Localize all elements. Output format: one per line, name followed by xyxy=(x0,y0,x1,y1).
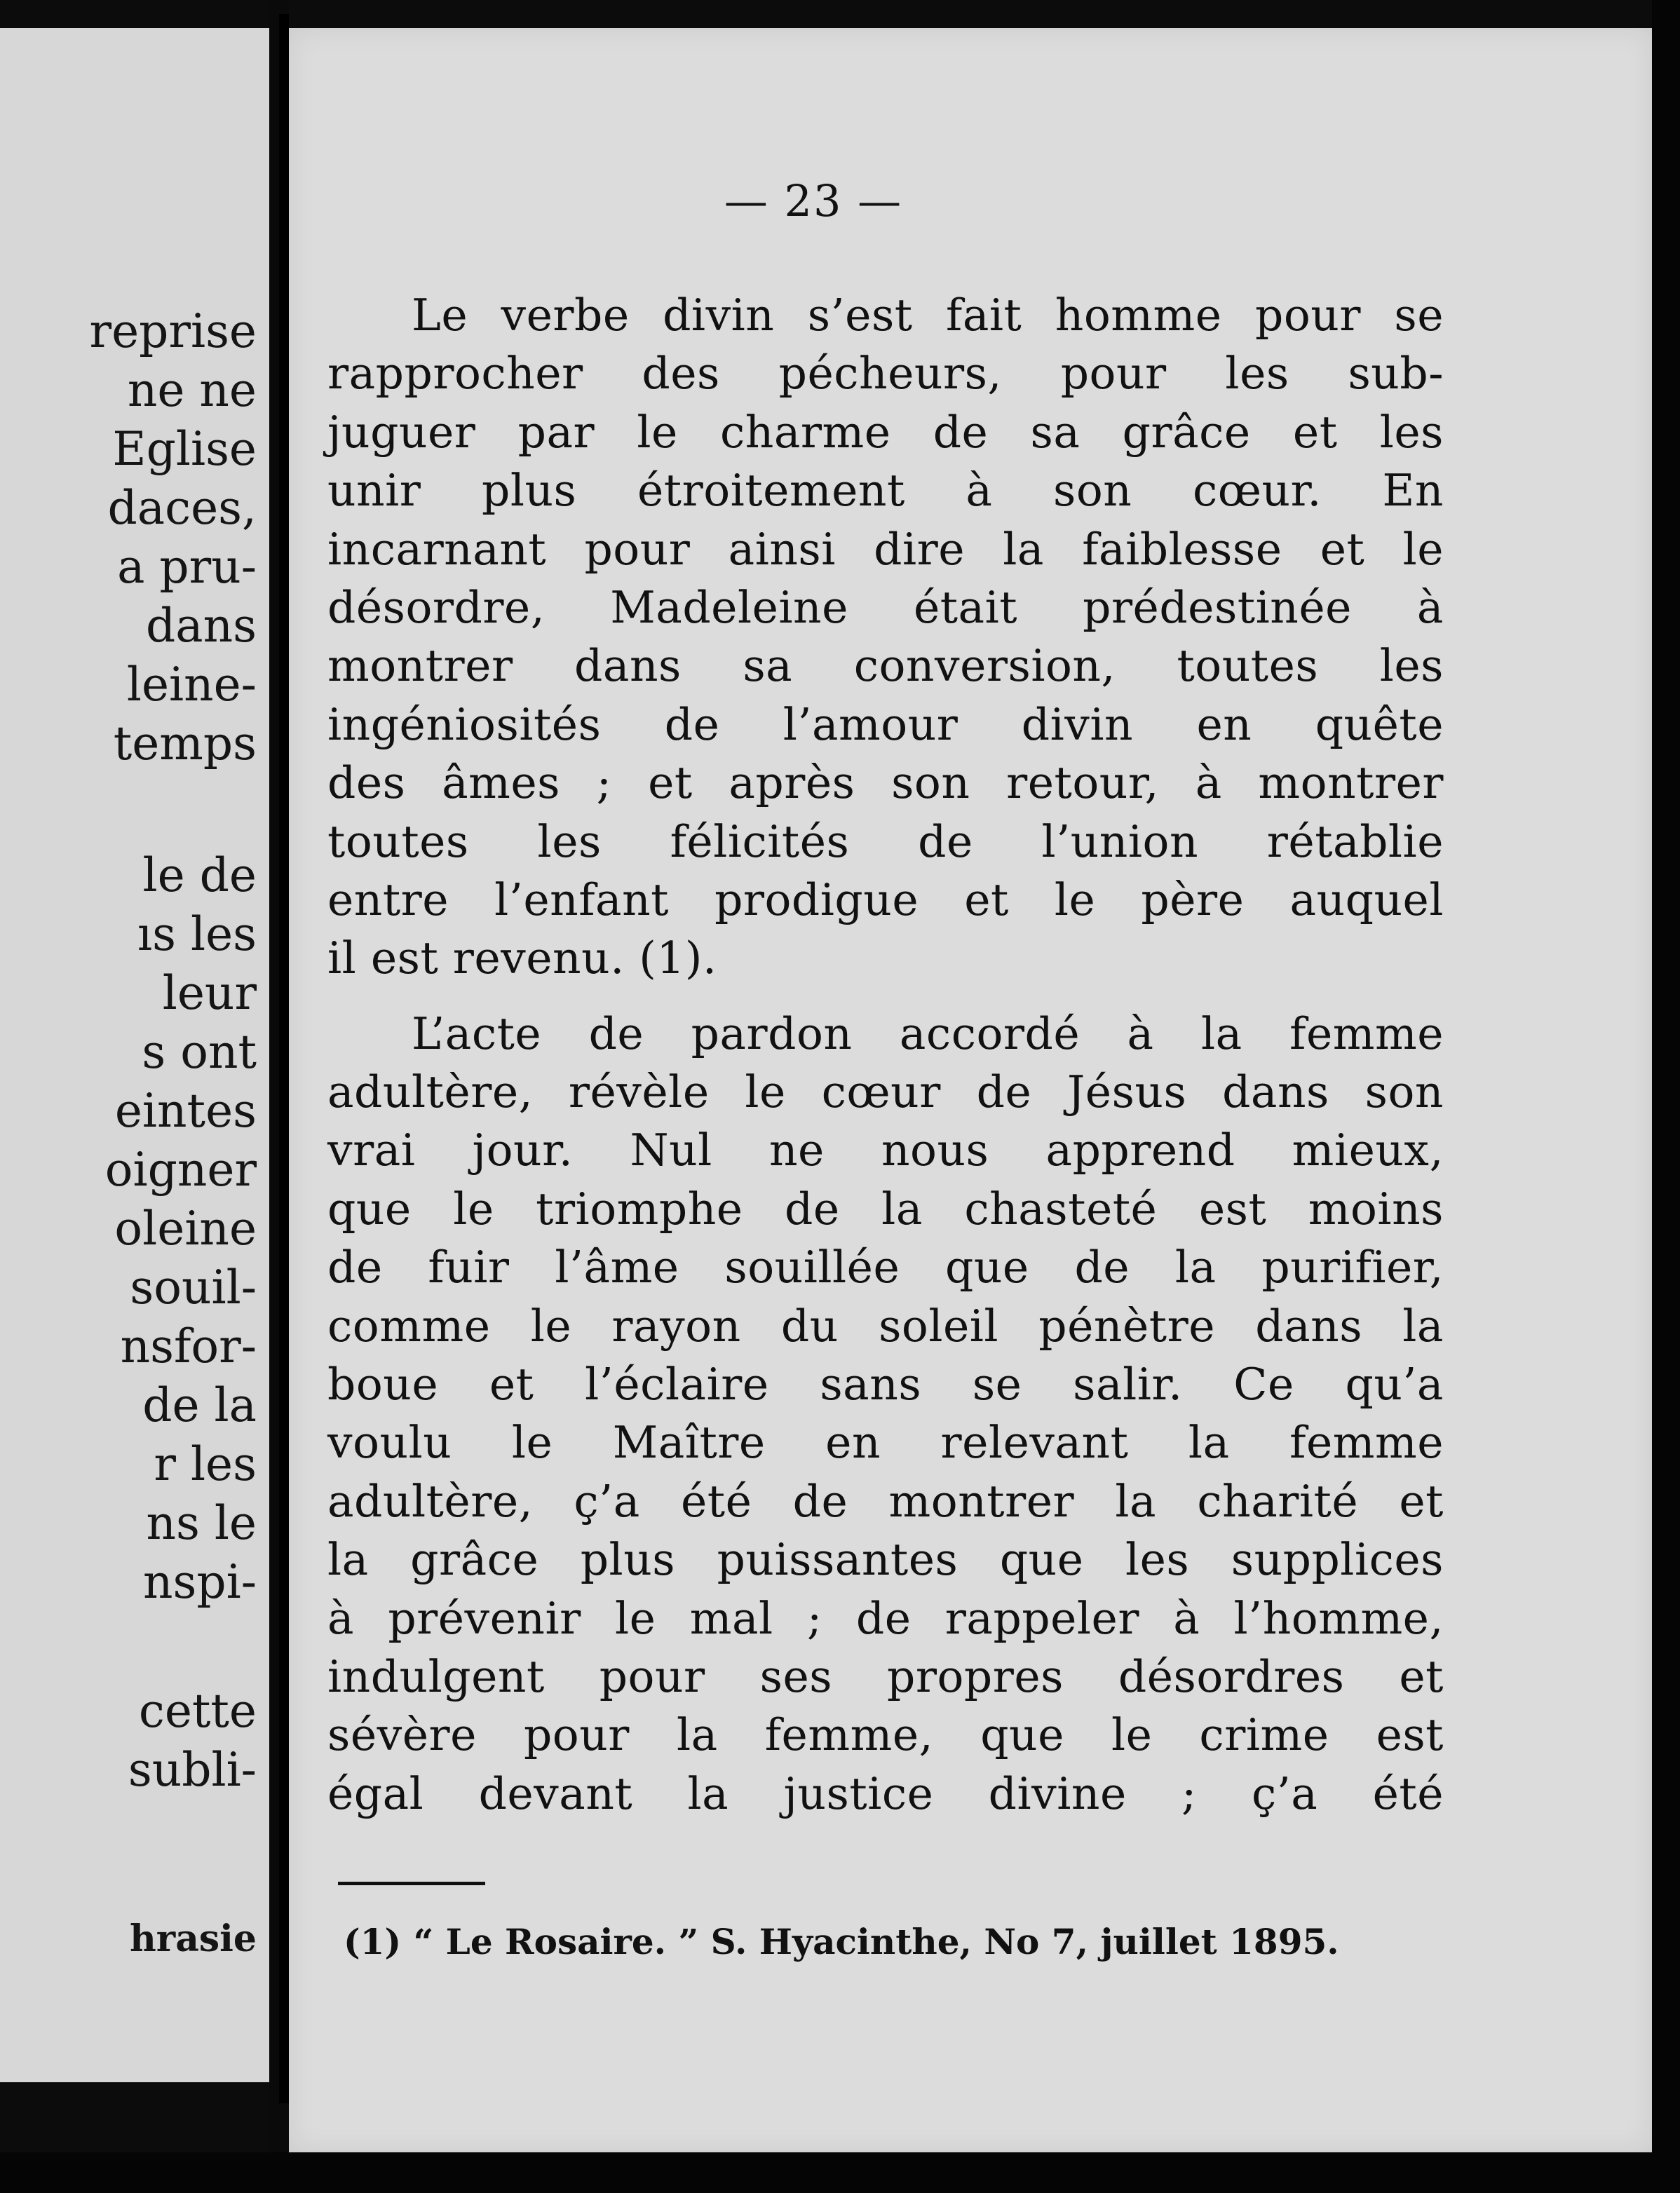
text-line: comme le rayon du soleil pénètre dans la xyxy=(327,1300,1444,1352)
left-page-fragment: subli- xyxy=(128,1743,257,1797)
left-page-fragment: daces, xyxy=(107,481,257,535)
left-page-fragment: dans xyxy=(146,599,257,653)
left-page-fragment: reprise xyxy=(89,304,257,358)
text-line: égal devant la justice divine ; ç’a été xyxy=(327,1767,1444,1819)
text-line: unir plus étroitement à son cœur. En xyxy=(327,465,1444,517)
text-line: L’acte de pardon accordé à la femme xyxy=(412,1007,1444,1059)
left-page-fragment: leine- xyxy=(126,658,257,712)
text-line: vrai jour. Nul ne nous apprend mieux, xyxy=(327,1125,1444,1176)
text-line: à prévenir le mal ; de rappeler à l’homme, xyxy=(327,1592,1444,1644)
text-line: boue et l’éclaire sans se salir. Ce qu’a xyxy=(327,1359,1444,1411)
left-page-fragment: s ont xyxy=(142,1025,257,1079)
left-page-fragment: nspi- xyxy=(142,1555,257,1609)
left-page-fragment: hrasie xyxy=(129,1917,257,1960)
text-line: juguer par le charme de sa grâce et les xyxy=(327,406,1444,458)
scan-border-right xyxy=(1652,0,1680,2193)
scan-border-bottom xyxy=(0,2152,1680,2193)
text-line: adultère, ç’a été de montrer la charité et xyxy=(327,1475,1444,1527)
text-line: montrer dans sa conversion, toutes les xyxy=(327,640,1444,692)
paragraph-gap xyxy=(327,988,1444,1005)
text-line: ingéniosités de l’amour divin en quête xyxy=(327,698,1444,750)
text-line: toutes les félicités de l’union rétablie xyxy=(327,815,1444,867)
left-page-fragment: ns le xyxy=(146,1496,257,1550)
left-page-fragment: cette xyxy=(138,1684,257,1738)
left-page-fragment: le de xyxy=(142,848,257,902)
left-page-fragment: ne ne xyxy=(127,363,257,417)
gutter-shadow-line xyxy=(279,14,289,2103)
left-page-fragment: r les xyxy=(154,1437,257,1491)
text-line: adultère, révèle le cœur de Jésus dans son xyxy=(327,1066,1444,1118)
body-text xyxy=(327,286,1444,1823)
left-facing-page xyxy=(0,28,269,2082)
text-line: incarnant pour ainsi dire la faiblesse et le xyxy=(327,523,1444,575)
page-number: — 23 — xyxy=(724,175,903,226)
left-page-fragment: temps xyxy=(113,717,257,770)
text-line: Le verbe divin s’est fait homme pour se xyxy=(412,290,1444,341)
text-line: que le triomphe de la chasteté est moins xyxy=(327,1183,1444,1235)
left-page-fragment: a pru- xyxy=(117,540,257,594)
left-page-fragment: souil- xyxy=(130,1261,257,1315)
text-line: sévère pour la femme, que le crime est xyxy=(327,1709,1444,1761)
left-page-fragment: Eglise xyxy=(112,422,257,476)
main-page xyxy=(289,28,1652,2152)
text-line: de fuir l’âme souillée que de la purifier, xyxy=(327,1242,1444,1294)
text-line: des âmes ; et après son retour, à montrer xyxy=(327,757,1444,809)
footnote-rule xyxy=(338,1882,485,1885)
text-line: la grâce plus puissantes que les supplices xyxy=(327,1534,1444,1586)
left-page-fragment: leur xyxy=(162,966,257,1020)
left-page-fragment: nsfor- xyxy=(120,1319,257,1373)
text-line: voulu le Maître en relevant la femme xyxy=(327,1417,1444,1469)
left-page-fragment: ıs les xyxy=(137,907,257,961)
left-page-fragment: oleine xyxy=(114,1202,257,1256)
left-page-fragment: oigner xyxy=(104,1143,257,1197)
text-line: rapprocher des pécheurs, pour les sub- xyxy=(327,348,1444,400)
left-page-fragment: eintes xyxy=(114,1084,257,1138)
text-line: indulgent pour ses propres désordres et xyxy=(327,1650,1444,1702)
left-page-fragment: de la xyxy=(142,1378,257,1432)
text-line: entre l’enfant prodigue et le père auquel xyxy=(327,874,1444,925)
text-line: désordre, Madeleine était prédestinée à xyxy=(327,581,1444,633)
footnote: (1) “ Le Rosaire. ” S. Hyacinthe, No 7, juillet 1895. xyxy=(344,1921,1339,1962)
text-line: il est revenu. (1). xyxy=(327,932,717,984)
